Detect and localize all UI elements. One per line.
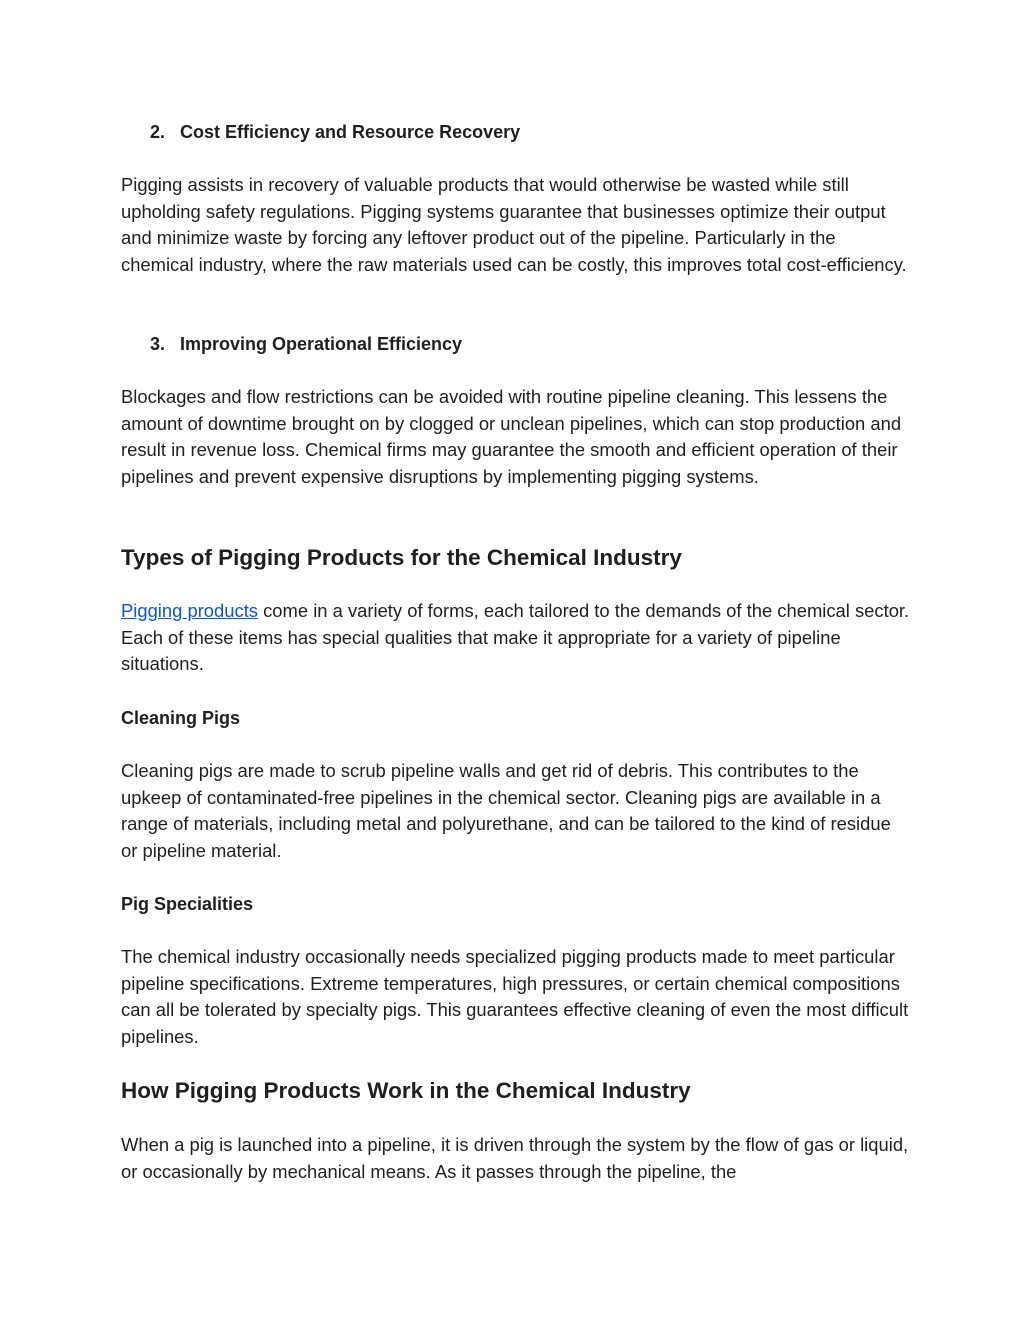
list-heading-text: Improving Operational Efficiency <box>180 334 463 354</box>
list-number: 2. <box>150 122 166 142</box>
heading-pig-specialities: Pig Specialities <box>121 894 254 914</box>
paragraph-cost-efficiency: Pigging assists in recovery of valuable products that would otherwise be wasted while still upholding safety regulations. Pigging systems guarantee that businesses optimize their output and minimize waste by forcing any leftover product out of the pipeline. Particularly in the chemical industry, where the raw materials used can be costly, this improves total cost-efficiency. <box>121 174 907 275</box>
list-number: 3. <box>150 334 166 354</box>
paragraph-types-of-pigging-products <box>121 598 911 678</box>
heading-how-pigging-products-work: How Pigging Products Work in the Chemical Industry <box>121 1078 691 1103</box>
paragraph-operational-efficiency: Blockages and flow restrictions can be avoided with routine pipeline cleaning. This lessens the amount of downtime brought on by clogged or unclean pipelines, which can stop production and result in revenue loss. Chemical firms may guarantee the smooth and efficient operation of their pipelines and prevent expensive disruptions by implementing pigging systems. <box>121 386 902 487</box>
heading-types-of-pigging-products: Types of Pigging Products for the Chemical Industry <box>121 545 682 570</box>
list-heading-text: Cost Efficiency and Resource Recovery <box>180 122 521 142</box>
paragraph-cleaning-pigs: Cleaning pigs are made to scrub pipeline walls and get rid of debris. This contributes to the upkeep of contaminated-free pipelines in the chemical sector. Cleaning pigs are available in a range of materials, including metal and polyurethane, and can be tailored to the kind of residue or pipeline material. <box>121 760 891 861</box>
heading-cleaning-pigs: Cleaning Pigs <box>121 708 241 728</box>
list-heading-operational-efficiency <box>121 331 462 357</box>
pigging-products-link[interactable]: Pigging products <box>121 600 258 621</box>
paragraph-pig-specialities: The chemical industry occasionally needs specialized pigging products made to meet particular pipeline specifications. Extreme temperatures, high pressures, or certain chemical compositions can all be tolerated by specialty pigs. This guarantees effective cleaning of even the most difficult pipelines. <box>121 946 909 1047</box>
paragraph-text: come in a variety of forms, each tailored to the demands of the chemical sector. Each of these items has special qualities that make it appropriate for a variety of pipeline situations. <box>121 600 910 675</box>
paragraph-how-pigging-products-work: When a pig is launched into a pipeline, it is driven through the system by the flow of gas or liquid, or occasionally by mechanical means. As it passes through the pipeline, the <box>121 1134 909 1182</box>
list-heading-cost-efficiency <box>121 119 520 145</box>
